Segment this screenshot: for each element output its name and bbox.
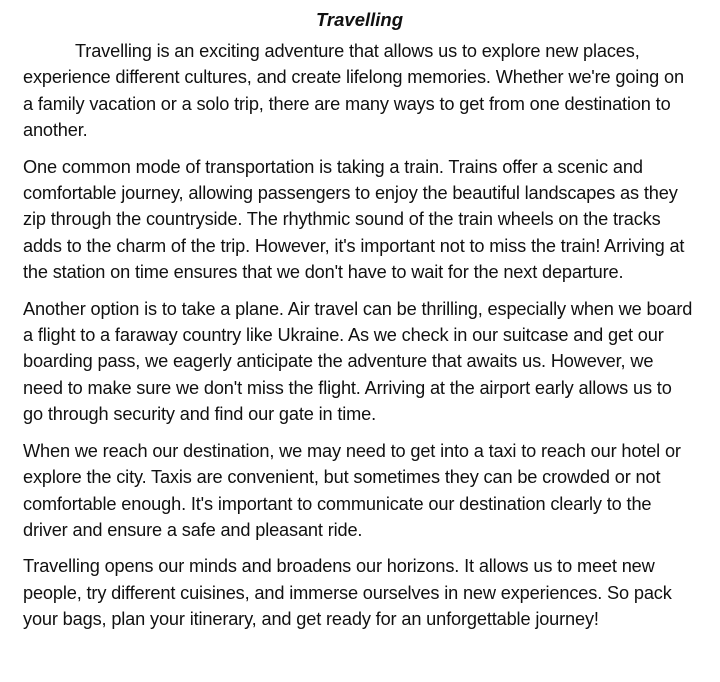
paragraph-train: One common mode of transportation is taking a train. Trains offer a scenic and comfortable journey, allowing passengers to enjoy the beautiful landscapes as they zip through the countryside. The rhythmic sound of the train wheels on the tracks adds to the charm of the trip. However, it's important not to miss the train! Arriving at the station on time ensures that we don't have to wait for the next departure.	[23, 156, 685, 283]
paragraph-plane: Another option is to take a plane. Air travel can be thrilling, especially when we board a flight to a faraway country like Ukraine. As we check in our suitcase and get our boarding pass, we eagerly anticipate the adventure that awaits us. However, we need to make sure we don't miss the flight. Arriving at the airport early allows us to go through security and find our gate in time.	[23, 298, 693, 425]
paragraph-taxi: When we reach our destination, we may need to get into a taxi to reach our hotel or explore the city. Taxis are convenient, but sometimes they can be crowded or not comfortable enough. It's important to communicate our destination clearly to the driver and ensure a safe and pleasant ride.	[23, 440, 681, 540]
document-title: Travelling	[315, 9, 404, 30]
paragraph-conclusion: Travelling opens our minds and broadens our horizons. It allows us to meet new people, try different cuisines, and immerse ourselves in new experiences. So pack your bags, plan your itinerary, and get ready for an unforgettable journey!	[23, 556, 672, 630]
paragraph-intro: Travelling is an exciting adventure that allows us to explore new places, experience different cultures, and create lifelong memories. Whether we're going on a family vacation or a solo trip, there are many ways to get from one destination to another.	[23, 41, 684, 141]
